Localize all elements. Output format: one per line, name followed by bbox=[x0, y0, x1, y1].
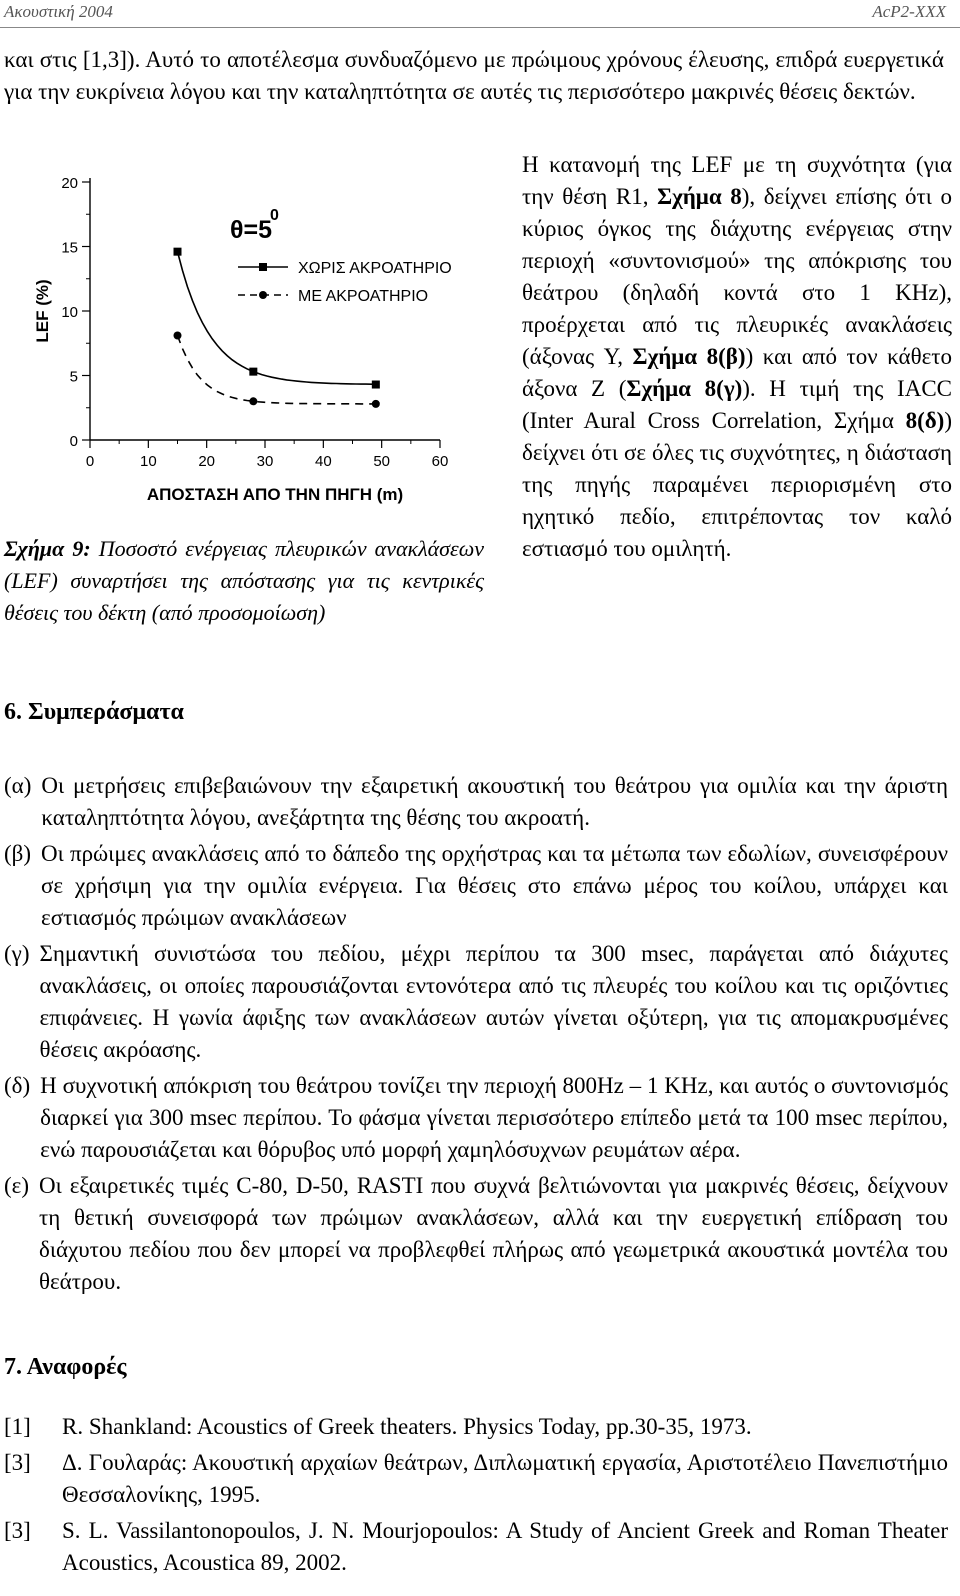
chart-labels bbox=[33, 175, 448, 504]
y-tick-label: 0 bbox=[69, 433, 78, 450]
section-heading-references: 7. Αναφορές bbox=[4, 1354, 127, 1380]
data-point-square bbox=[372, 381, 380, 389]
legend-marker-circle bbox=[259, 291, 267, 299]
item-label: (δ) bbox=[4, 1073, 31, 1098]
header-rule bbox=[0, 27, 960, 28]
ref-text: R. Shankland: Acoustics of Greek theaters. Physics Today, pp.30-35, 1973. bbox=[62, 1414, 752, 1439]
ref-label: [3] bbox=[4, 1450, 31, 1475]
ref-label: [3] bbox=[4, 1518, 31, 1543]
rc-text-3: ) και από τον κάθετο άξονα Ζ ( bbox=[522, 344, 952, 401]
rc-figref-2: Σχήμα 8(β) bbox=[632, 344, 746, 369]
conclusion-item bbox=[4, 1170, 948, 1298]
caption-label: Σχήμα 9: bbox=[4, 536, 91, 561]
references-list bbox=[4, 1411, 948, 1579]
caption-text: Ποσοστό ενέργειας πλευρικών ανακλάσεων (LEF) συναρτήσει της απόστασης για τις κεντρικές θέσεις του δέκτη (από προσομοίωση) bbox=[4, 536, 484, 625]
item-label: (γ) bbox=[4, 941, 30, 966]
x-tick-label: 20 bbox=[198, 453, 216, 470]
rc-text-2: ), δείχνει επίσης ότι ο κύριος όγκος της διάχυτης ενέργειας στην περιοχή «συντονισμού» της απόκρισης του θεάτρου (δηλαδή κοντά στο 1 KHz), προέρχεται από τις πλευρικές ανακλάσεις (άξονας Y, bbox=[522, 184, 952, 369]
x-tick-label: 60 bbox=[431, 453, 449, 470]
legend-marker-square bbox=[259, 263, 267, 271]
y-tick-label: 20 bbox=[61, 175, 78, 192]
data-point-circle bbox=[174, 332, 182, 340]
y-axis-label: LEF (%) bbox=[33, 279, 52, 343]
x-tick-label: 40 bbox=[314, 453, 332, 470]
data-point-circle bbox=[372, 400, 380, 408]
item-text: Σημαντική συνιστώσα του πεδίου, μέχρι περίπου τα 300 msec, παράγεται από διάχυτες ανακλάσεις, οι οποίες παρουσιάζονται εντονότερα από τις πλευρές του κοίλου και τις οριζόντιες επιφάνειες. Η γωνία άφιξης των ανακλάσεων αυτών γίνεται οξύτερη, για τις απομακρυσμένες θέσεις ακρόασης. bbox=[39, 941, 948, 1062]
reference-item bbox=[4, 1411, 948, 1443]
intro-paragraph: και στις [1,3]). Αυτό το αποτέλεσμα συνδυαζόμενο με πρώιμους χρόνους έλευσης, επιδρά ευεργετικά για την ευκρίνεια λόγου και την καταληπτότητα σε αυτές τις περισσότερο μακρινές θέσεις δεκτών. bbox=[4, 47, 944, 104]
x-tick-label: 0 bbox=[85, 453, 95, 470]
x-tick-label: 30 bbox=[256, 453, 274, 470]
y-tick-label: 15 bbox=[61, 239, 78, 257]
ref-text: Δ. Γουλαράς: Ακουστική αρχαίων θεάτρων, Διπλωματική εργασία, Αριστοτέλειο Πανεπιστήμιο Θεσσαλονίκης, 1995. bbox=[62, 1450, 948, 1507]
conclusion-item bbox=[4, 938, 948, 1066]
rc-text-4: ). Η τιμή της IACC (Inter Aural Cross Correlation, Σχήμα bbox=[522, 376, 952, 433]
reference-item bbox=[4, 1447, 948, 1511]
x-tick-label: 50 bbox=[373, 453, 391, 470]
item-text: Οι μετρήσεις επιβεβαιώνουν την εξαιρετική ακουστική του θεάτρου για ομιλία και την άριστη καταληπτότητα λόγου, ανεξάρτητα της θέσης του ακροατή. bbox=[41, 773, 948, 830]
data-point-square bbox=[249, 368, 257, 376]
legend-label: ΜΕ ΑΚΡΟΑΤΗΡΙΟ bbox=[298, 288, 429, 305]
y-tick-label: 5 bbox=[69, 368, 78, 386]
conclusion-item bbox=[4, 770, 948, 834]
data-point-square bbox=[174, 248, 182, 256]
running-header-right: AcP2-XXX bbox=[872, 2, 946, 21]
legend-label: ΧΩΡΙΣ ΑΚΡΟΑΤΗΡΙΟ bbox=[298, 260, 452, 277]
chart-title: θ=5 bbox=[230, 216, 273, 244]
x-axis-label: ΑΠΟΣΤΑΣΗ ΑΠΟ ΤΗΝ ΠΗΓΗ (m) bbox=[146, 485, 404, 504]
item-label: (ε) bbox=[4, 1173, 29, 1198]
chart-title-superscript: 0 bbox=[270, 207, 279, 224]
data-point-circle bbox=[249, 397, 257, 405]
section-heading-conclusions: 6. Συμπεράσματα bbox=[4, 699, 184, 725]
conclusion-item bbox=[4, 1070, 948, 1166]
item-label: (α) bbox=[4, 773, 32, 798]
rc-text-5: ) δείχνει ότι σε όλες τις συχνότητες, η διάσταση της πηγής παραμένει περιορισμένη στο ηχητικό πεδίο, επιτρέποντας τον καλό εστιασμό του ομιλητή. bbox=[522, 408, 952, 561]
rc-figref-4: 8(δ) bbox=[905, 408, 945, 433]
x-tick-label: 10 bbox=[139, 453, 157, 470]
item-text: Οι εξαιρετικές τιμές C-80, D-50, RASTI που συχνά βελτιώνονται για μακρινές θέσεις, δείχνουν τη θετική συνεισφορά των πρώιμων ανακλάσεων, αλλά και την ευεργετική επίδραση του διάχυτου πεδίου που δεν μπορεί να προβλεφθεί πλήρως από γεωμετρικά ακουστικά μοντέλα του θεάτρου. bbox=[38, 1173, 948, 1294]
ref-text: S. L. Vassilantonopoulos, J. N. Mourjopoulos: A Study of Ancient Greek and Roman Theater Acoustics, Acoustica 89, 2002. bbox=[62, 1518, 948, 1575]
conclusions-list bbox=[4, 770, 948, 1298]
rc-figref-1: Σχήμα 8 bbox=[657, 184, 742, 209]
chart-svg bbox=[20, 160, 480, 505]
reference-item bbox=[4, 1515, 948, 1579]
chart-legend bbox=[238, 260, 452, 305]
y-tick-label: 10 bbox=[61, 304, 78, 321]
conclusion-item bbox=[4, 838, 948, 934]
right-column-paragraph bbox=[522, 149, 952, 565]
figure-9-caption bbox=[4, 533, 484, 629]
running-header-left: Ακουστική 2004 bbox=[4, 2, 113, 21]
rc-figref-3: Σχήμα 8(γ) bbox=[626, 376, 743, 401]
series-line bbox=[178, 336, 376, 404]
figure-9-chart bbox=[20, 160, 480, 505]
rc-text-1: Η κατανομή της LEF με τη συχνότητα (για την θέση R1, bbox=[522, 152, 952, 209]
item-text: Οι πρώιμες ανακλάσεις από το δάπεδο της ορχήστρας και τα μέτωπα των εδωλίων, συνεισφέρουν σε χρήσιμη για την ομιλία ενέργεια. Για θέσεις στο επάνω μέρος του κοίλου, υπάρχει και εστιασμός πρώιμων ανακλάσεων bbox=[41, 841, 948, 930]
item-text: Η συχνοτική απόκριση του θεάτρου τονίζει την περιοχή 800Hz – 1 KHz, και αυτός ο συντονισμός διαρκεί για 300 msec περίπου. Το φάσμα γίνεται περισσότερο επίπεδο μετά τα 100 msec περίπου, ενώ παρουσιάζεται και θόρυβος υπό μορφή χαμηλόσυχνων ρευμάτων αέρα. bbox=[40, 1073, 948, 1162]
item-label: (β) bbox=[4, 841, 32, 866]
ref-label: [1] bbox=[4, 1414, 31, 1439]
